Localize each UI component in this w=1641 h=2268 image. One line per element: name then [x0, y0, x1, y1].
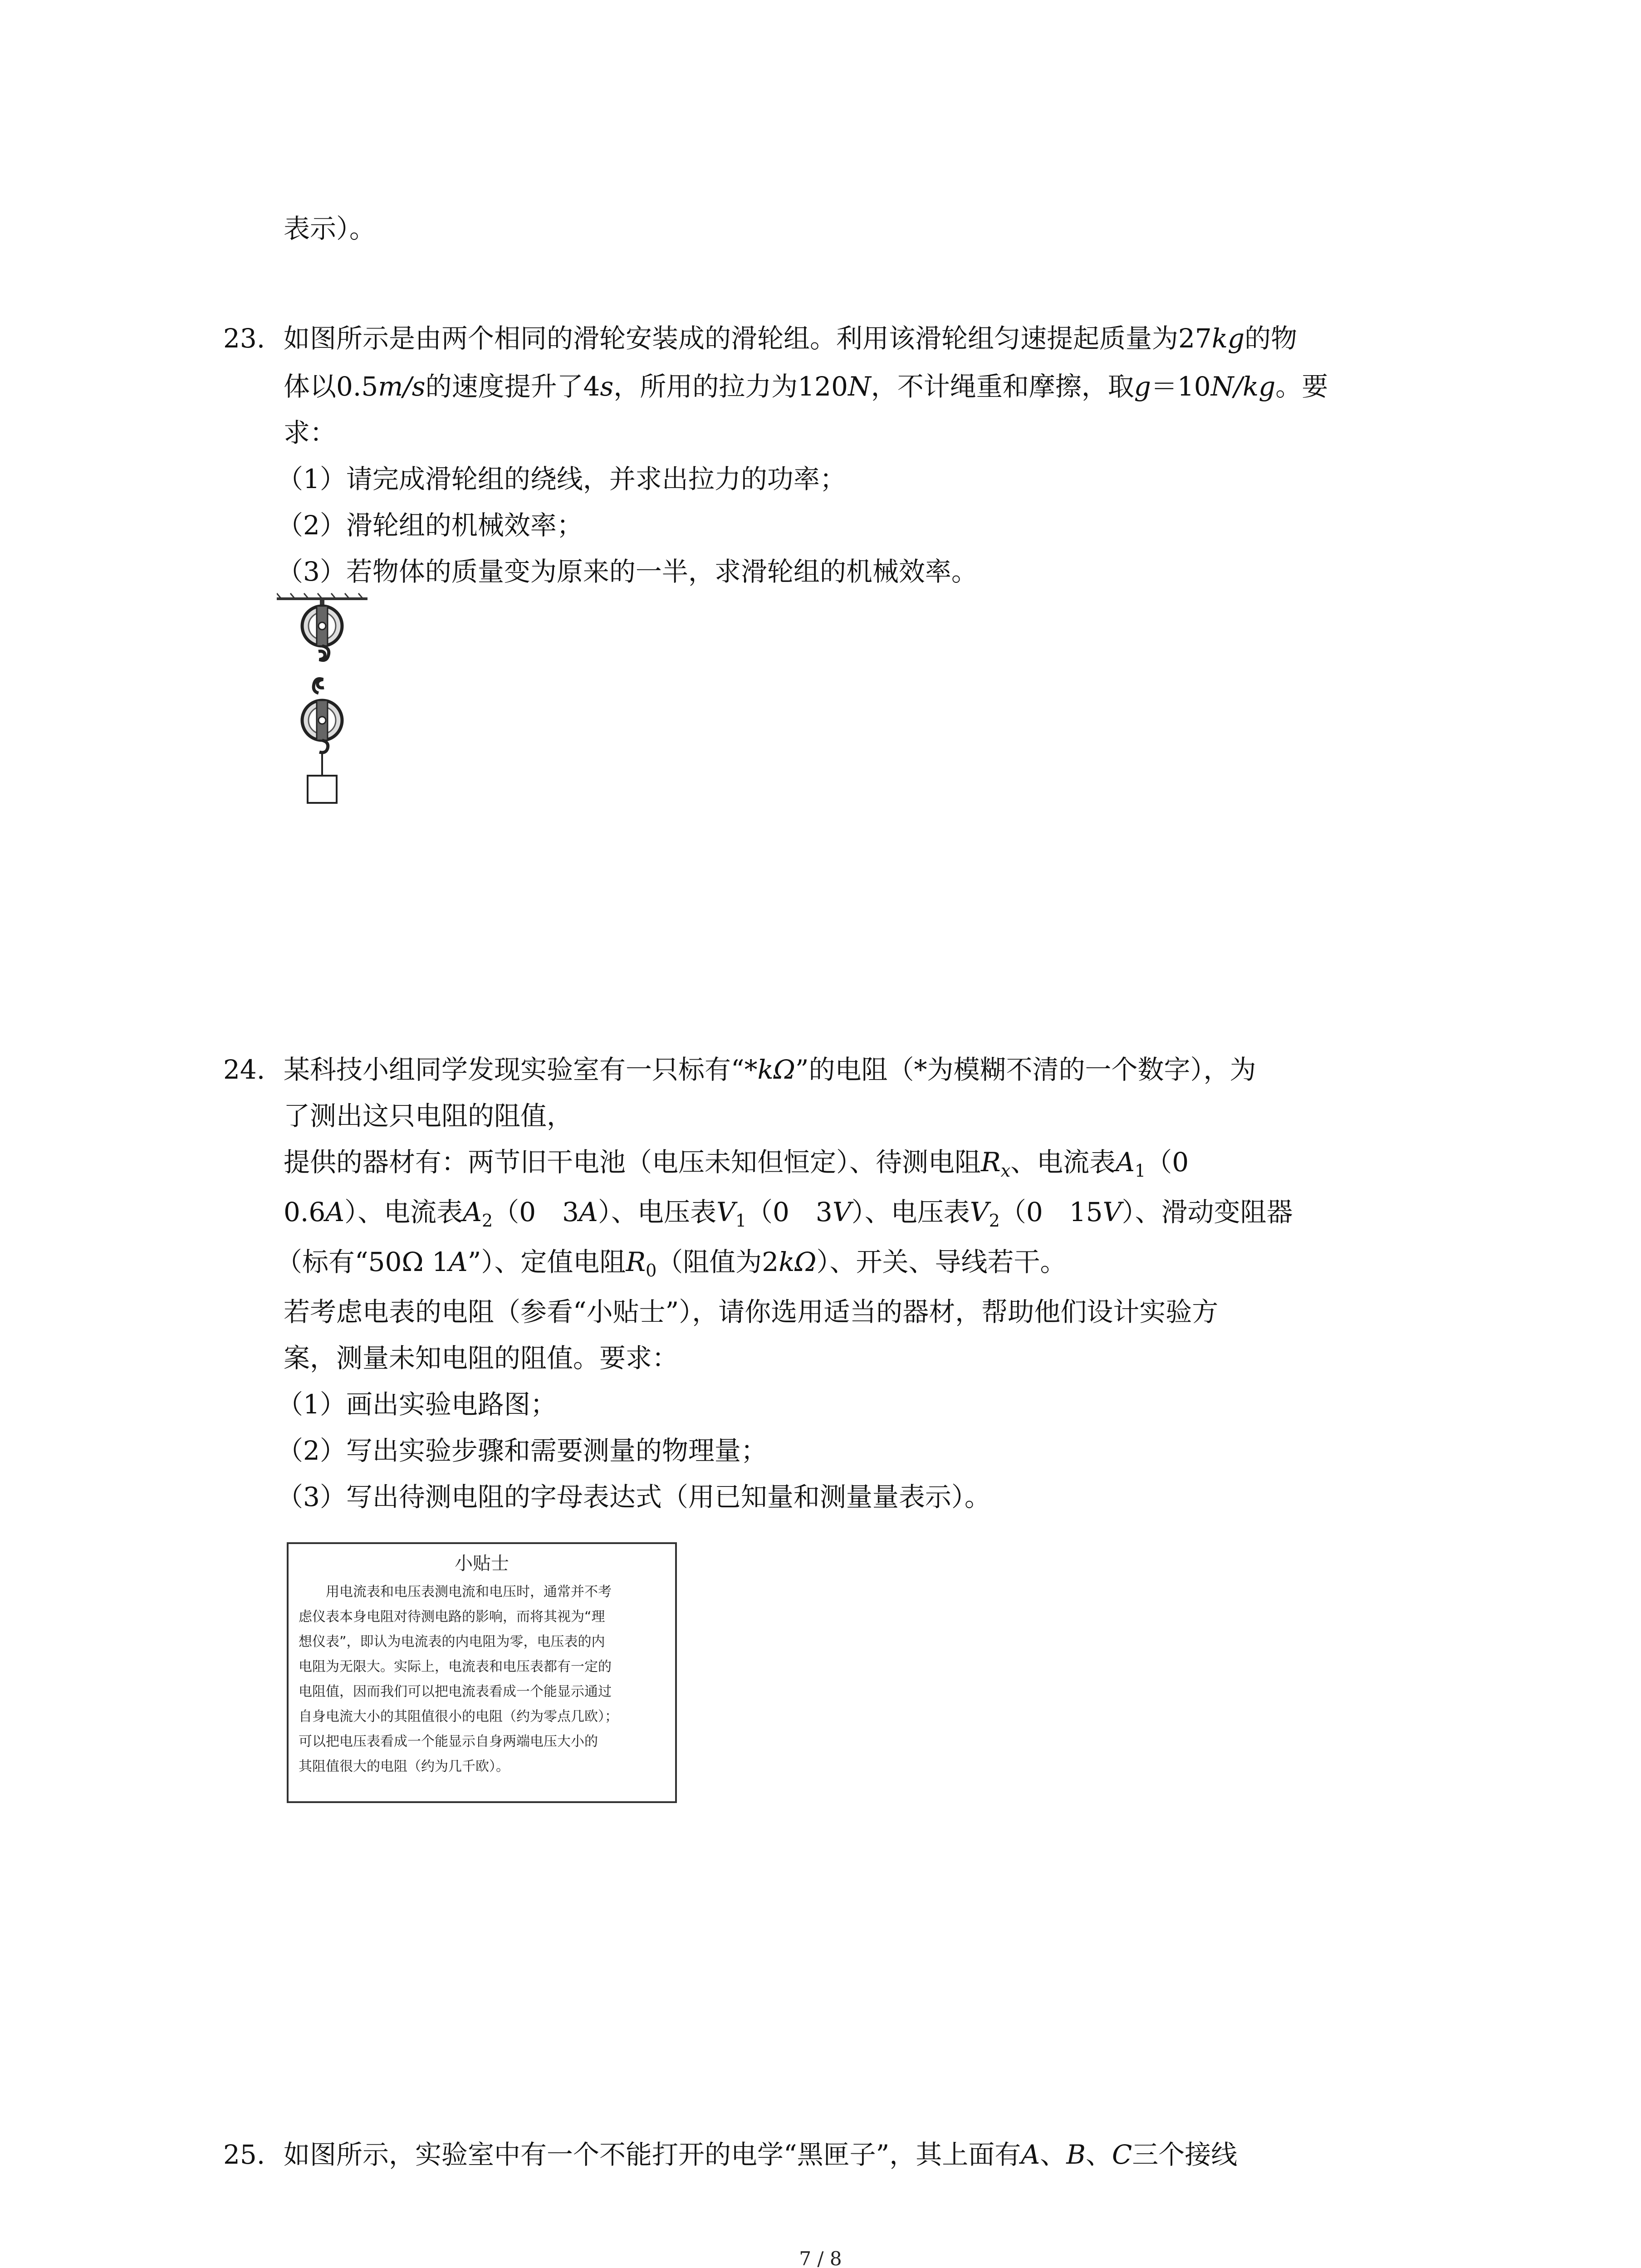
question-24-line-3: 提供的器材有：两节旧干电池（电压未知但恒定）、待测电阻$R_x$、电流表$A_1(0$: [284, 1147, 1189, 1181]
tips-line: 虑仪表本身电阻对待测电路的影响，而将其视为“理: [299, 1609, 605, 1625]
question-24-line-5: （标有“50Ω 1A”）、定值电阻$R_0$（阻值为2kΩ）、开关、导线若干。: [276, 1246, 1067, 1281]
question-24-line-7: 案，测量未知电阻的阻值。要求：: [284, 1343, 679, 1374]
tips-line: 电阻为无限大。实际上，电流表和电压表都有一定的: [299, 1659, 612, 1675]
pulley-system-figure: [277, 590, 386, 826]
tips-line: 用电流表和电压表测电流和电压时，通常并不考: [299, 1584, 612, 1600]
question-24-sub-1: （1）画出实验电路图；: [277, 1389, 557, 1420]
question-23-sub-2: （2）滑轮组的机械效率；: [277, 510, 583, 541]
load-block: [308, 776, 337, 803]
movable-pulley: [302, 679, 342, 776]
question-25-line-1: 如图所示，实验室中有一个不能打开的电学“黑匣子”，其上面有A、B、C三个接线: [284, 2139, 1238, 2170]
question-23-line-1: 如图所示是由两个相同的滑轮安装成的滑轮组。利用该滑轮组匀速提起质量为27kg的物: [284, 323, 1298, 354]
question-24-line-4: 0.6A）、电流表$A_2(0$ 3A）、电压表$V_1(0$ 3V）、电压表$V_2(0$ 15V）、滑动变阻器: [284, 1197, 1293, 1231]
question-24-line-6: 若考虑电表的电阻（参看“小贴士”），请你选用适当的器材，帮助他们设计实验方: [284, 1296, 1219, 1327]
page-number: 7 / 8: [799, 2248, 842, 2268]
tips-line: 想仪表”，即认为电流表的内电阻为零，电压表的内: [299, 1634, 605, 1650]
question-23-sub-1: （1）请完成滑轮组的绕线，并求出拉力的功率；: [277, 464, 846, 494]
question-24-sub-2: （2）写出实验步骤和需要测量的物理量；: [277, 1435, 767, 1466]
tips-line: 其阻值很大的电阻（约为几千欧）。: [299, 1759, 509, 1774]
question-24-sub-3: （3）写出待测电阻的字母表达式（用已知量和测量量表示）。: [277, 1481, 991, 1512]
prev-question-tail: 表示）。: [284, 213, 376, 244]
question-23-sub-3: （3）若物体的质量变为原来的一半，求滑轮组的机械效率。: [277, 556, 978, 587]
tips-line: 自身电流大小的其阻值很小的电阻（约为零点几欧）；: [299, 1709, 618, 1725]
question-23-number: 23.: [223, 323, 265, 354]
question-24-number: 24.: [223, 1054, 265, 1085]
ceiling: [277, 593, 367, 599]
question-24-line-2: 了测出这只电阻的阻值，: [284, 1100, 573, 1131]
tips-box: [287, 1542, 677, 1803]
tips-line: 电阻值，因而我们可以把电流表看成一个能显示通过: [299, 1684, 612, 1700]
fixed-pulley: [302, 599, 342, 660]
question-23-line-2: 体以0.5m/s的速度提升了4s，所用的拉力为120N，不计绳重和摩擦，取g＝10N/kg。要: [284, 371, 1328, 402]
question-24-line-1: 某科技小组同学发现实验室有一只标有“*kΩ”的电阻（*为模糊不清的一个数字），为: [284, 1054, 1256, 1085]
tips-title: 小贴士: [455, 1553, 509, 1574]
question-25-number: 25.: [223, 2139, 265, 2170]
tips-line: 可以把电压表看成一个能显示自身两端电压大小的: [299, 1734, 598, 1750]
question-23-line-3: 求：: [284, 417, 337, 448]
